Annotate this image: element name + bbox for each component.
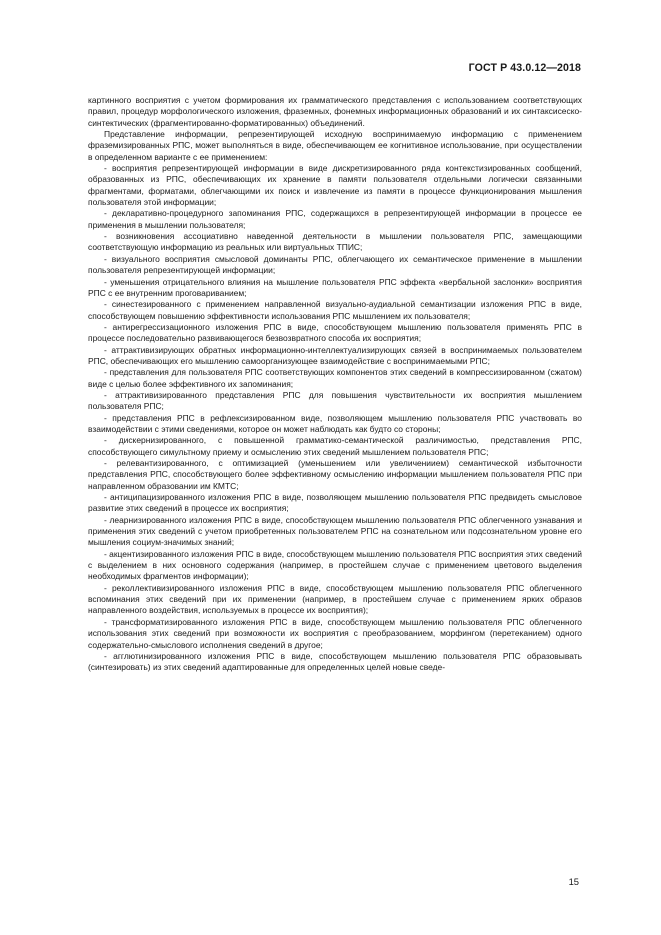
list-item: - агглютинизированного изложения РПС в виде, способствующем мышлению пользователя РПС образовывать (синтезировать) из этих сведений адаптированные для определенных целей новые сведе- bbox=[88, 650, 582, 673]
paragraph: Представление информации, репрезентирующей исходную воспринимаемую информацию с применением фраземизированных РПС, может выполняться в виде, обеспечивающем ее когнитивное использование, при осуществлении в определенном варианте с ее применением: bbox=[88, 129, 582, 162]
list-item: - уменьшения отрицательного влияния на мышление пользователя РПС эффекта «вербальной заслонки» восприятия РПС с ее внутренним проговариванием; bbox=[88, 276, 582, 298]
list-item: - леарнизированного изложения РПС в виде, способствующем мышлению пользователя РПС облегченного узнавания и применения этих сведений с учетом приобретенных пользователем РПС на сознательном или подсознательном уровне его мышления социум-значимых знаний; bbox=[88, 514, 582, 548]
list-item: - акцентизированного изложения РПС в виде, способствующем мышлению пользователя РПС восприятия этих сведений с выделением в них основного содержания (например, в простейшем случае с применением цветового выделения необходимых фрагментов информации); bbox=[88, 548, 582, 582]
document-body bbox=[88, 95, 582, 674]
list-item: - возникновения ассоциативно наведенной деятельности в мышлении пользователя РПС, замещающими соответствующую информацию из реальных или виртуальных ТПИС; bbox=[88, 231, 582, 253]
list-item: - антирегрессизационного изложения РПС в виде, способствующем мышлению пользователя применять РПС в процессе последовательно развивающегося безвозвратного способа их восприятия; bbox=[88, 321, 582, 344]
list-item: - представления для пользователя РПС соответствующих компонентов этих сведений в компрессизированном (сжатом) виде с целью более эффективного их запоминания; bbox=[88, 367, 582, 389]
list-item: - релевантизированного, с оптимизацией (уменьшением или увеличениием) семантической избыточности представления РПС, способствующего более эффективному осмыслению информации мышлением пользователя РПС при направленном образовании им КМТС; bbox=[88, 458, 582, 491]
standard-designation: ГОСТ Р 43.0.12—2018 bbox=[468, 62, 581, 74]
list-item: - синестезированного с применением направленной визуально-аудиальной семантизации изложения РПС в виде, способствующем повышению эффективности использования РПС мышлением их пользователя; bbox=[88, 299, 582, 321]
list-item: - визуального восприятия смысловой доминанты РПС, облегчающего их семантическое применение в мышлении пользователя репрезентирующей информации; bbox=[88, 253, 582, 276]
page-number: 15 bbox=[568, 876, 579, 887]
paragraph: картинного восприятия с учетом формирования их грамматического представления с использованием соответствующих правил, процедур морфологического изложения, фразeмных, фонемных информационных образований и их синтаксисеско-синтектических (фрагментированно-форматированных) объединений. bbox=[88, 95, 582, 128]
list-item: - восприятия репрезентирующей информации в виде дискретизированного ряда контекстизированных сообщений, образованных из РПС, обеспечивающих их хранение в памяти пользователя отдельными логически связанными фрагментами, форматами, облегчающими их поиск и извлечение из памяти в процессе функционирования мышления пользователя этой информации; bbox=[88, 163, 582, 208]
list-item: - дискернизированного, с повышенной грамматико-семантической различимостью, представления РПС, способствующего симультному приему и осмыслению этих сведений мышлением пользователя РПС; bbox=[88, 435, 582, 457]
list-item: - трансформатизированного изложения РПС в виде, способствующем мышлению пользователя РПС облегченного использования этих сведений при возможности их восприятия с преобразованием, морфингом (перетеканием) одного содержательно-смыслового исполнения сведений в другое; bbox=[88, 616, 582, 650]
list-item: - антиципацизированного изложения РПС в виде, позволяющем мышлению пользователя РПС предвидеть смысловое развитие этих сведений в процессе их восприятия; bbox=[88, 492, 582, 514]
list-item: - декларативно-процедурного запоминания РПС, содержащихся в репрезентирующей информации в процессе ее применения в мышлении пользователя; bbox=[88, 208, 582, 230]
list-item: - реколлективизированного изложения РПС в виде, способствующем мышлению пользователя РПС облегченного вспоминания этих сведений при их применении (например, в простейшем случае с применением ярких образов направленного воздействия, используемых в процессе их восприятия); bbox=[88, 582, 582, 616]
list-item: - аттрактивизированного представления РПС для повышения чувствительности их восприятия мышлением пользователя РПС; bbox=[88, 389, 582, 412]
list-item: - представления РПС в рефлексизированном виде, позволяющем мышлению пользователя РПС участвовать во взаимодействии с этими сведениями, которое он может наблюдать как будто со стороны; bbox=[88, 412, 582, 434]
list-item: - аттрактивизирующих обратных информационно-интеллектуализирующих связей в воспринимаемых пользователем РПС, обеспечивающих его мышлению самоорганизующее взаимодействие с воспринимаемыми РПС; bbox=[88, 344, 582, 366]
